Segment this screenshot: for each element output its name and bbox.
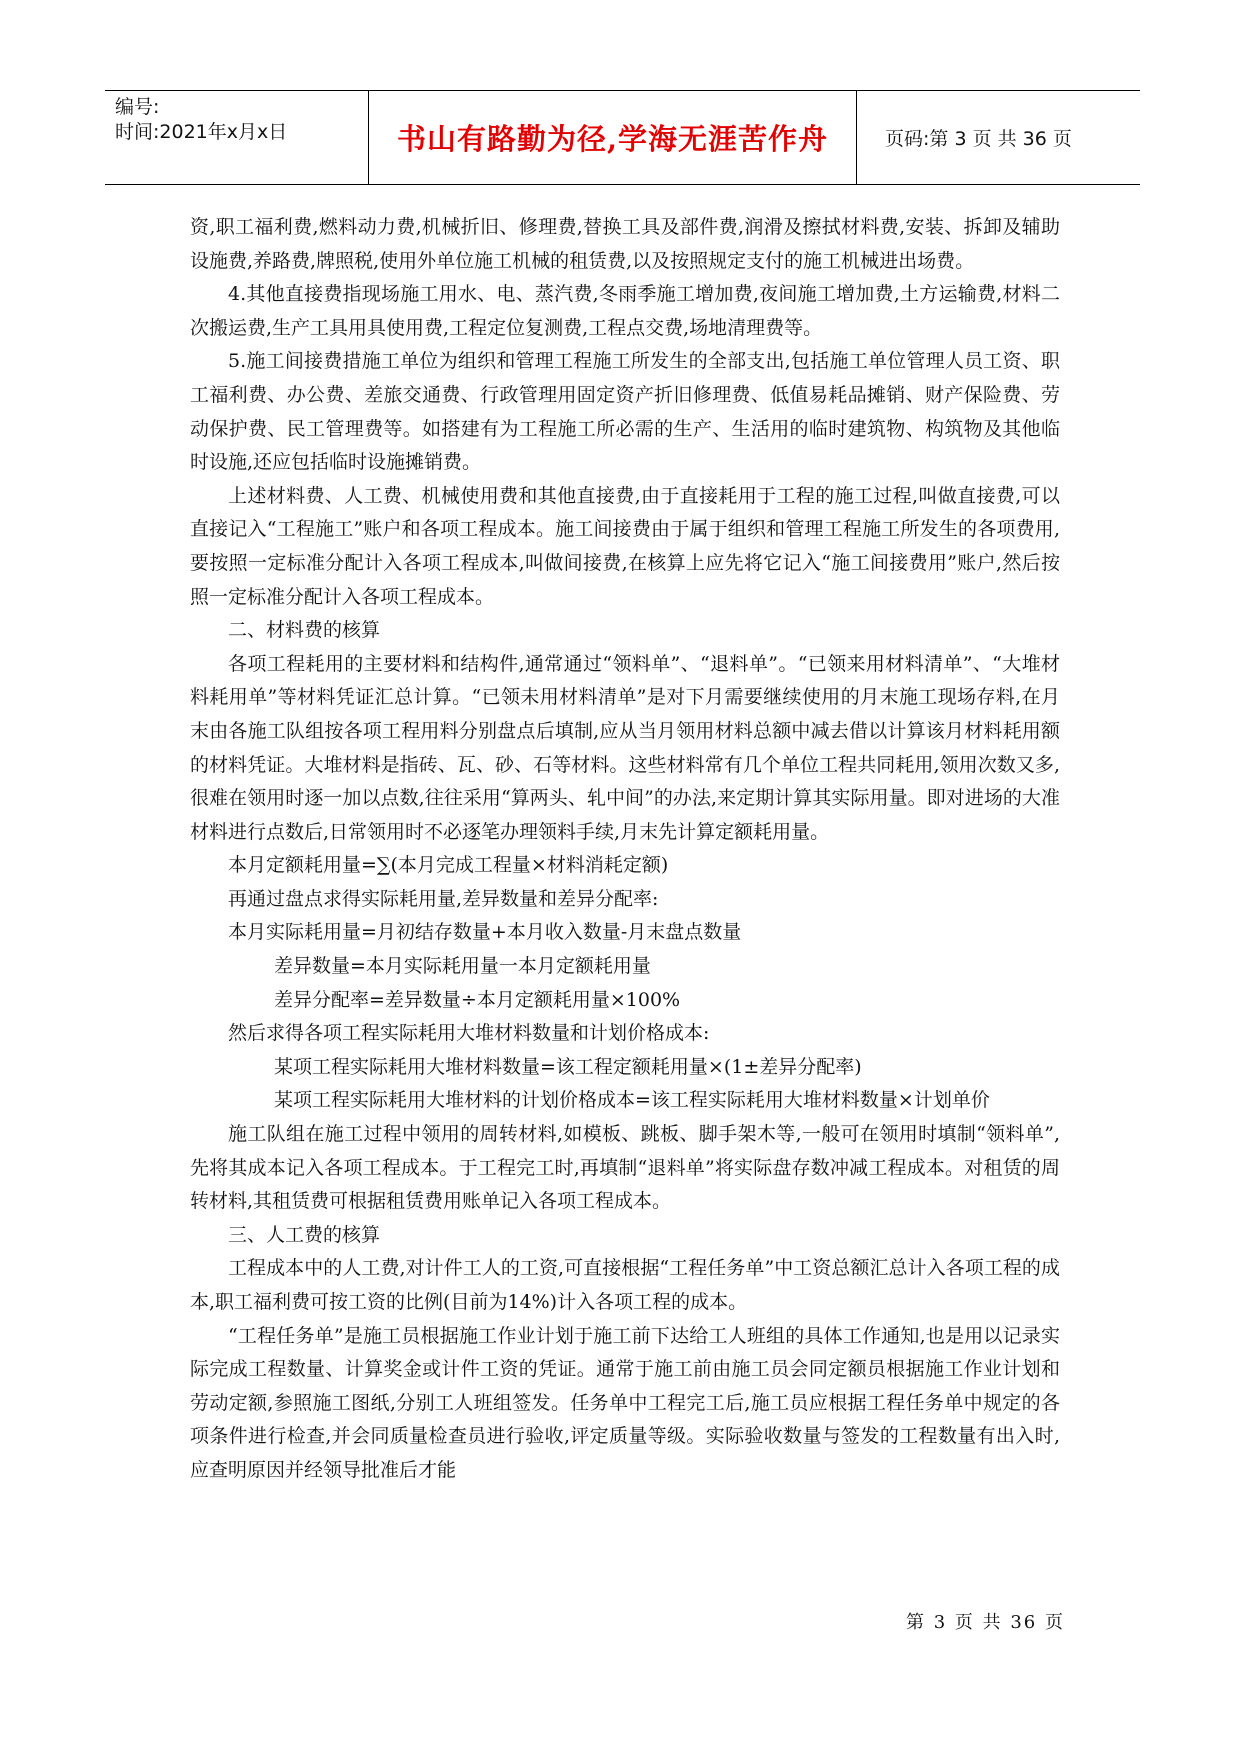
header-motto: 书山有路勤为径,学海无涯苦作舟 xyxy=(368,91,857,184)
paragraph: 工程成本中的人工费,对计件工人的工资,可直接根据“工程任务单”中工资总额汇总计入各项工程的成本,职工福利费可按工资的比例(目前为14%)计入各项工程的成本。 xyxy=(190,1257,1060,1313)
formula-line: 本月实际耗用量=月初结存数量+本月收入数量-月末盘点数量 xyxy=(228,921,742,944)
formula-line: 差异数量=本月实际耗用量一本月定额耗用量 xyxy=(274,955,651,978)
document-time-label: 时间:2021年x月x日 xyxy=(115,121,288,143)
paragraph: 再通过盘点求得实际耗用量,差异数量和差异分配率: xyxy=(228,887,659,910)
formula-line: 某项工程实际耗用大堆材料的计划价格成本=该工程实际耗用大堆材料数量×计划单价 xyxy=(274,1089,990,1112)
document-body xyxy=(190,211,1060,1488)
paragraph: 4.其他直接费指现场施工用水、电、蒸汽费,冬雨季施工增加费,夜间施工增加费,土方运输费,材料二次搬运费,生产工具用具使用费,工程定位复测费,工程点交费,场地清理费等。 xyxy=(190,283,1060,339)
section-heading: 三、人工费的核算 xyxy=(228,1223,381,1246)
page-footer: 第 3 页 共 36 页 xyxy=(906,1612,1065,1633)
paragraph: “工程任务单”是施工员根据施工作业计划于施工前下达给工人班组的具体工作通知,也是用以记录实际完成工程数量、计算奖金或计件工资的凭证。通常于施工前由施工员会同定额员根据施工作业计划和劳动定额,参照施工图纸,分别工人班组签发。任务单中工程完工后,施工员应根据工程任务单中规定的各项条件进行检查,并会同质量检查员进行验收,评定质量等级。实际验收数量与签发的工程数量有出入时,应查明原因并经领导批准后才能 xyxy=(190,1324,1060,1481)
paragraph: 各项工程耗用的主要材料和结构件,通常通过“领料单”、“退料单”。“已领来用材料清单”、“大堆材料耗用单”等材料凭证汇总计算。“已领未用材料清单”是对下月需要继续使用的月末施工现场存料,在月末由各施工队组按各项工程用料分别盘点后填制,应从当月领用材料总额中减去借以计算该月材料耗用额的材料凭证。大堆材料是指砖、瓦、砂、石等材料。这些材料常有几个单位工程共同耗用,领用次数又多,很难在领用时逐一加以点数,往往采用“算两头、轧中间”的办法,来定期计算其实际用量。即对进场的大准材料进行点数后,日常领用时不必逐笔办理领料手续,月末先计算定额耗用量。 xyxy=(190,652,1060,843)
paragraph: 5.施工间接费措施工单位为组织和管理工程施工所发生的全部支出,包括施工单位管理人员工资、职工福利费、办公费、差旅交通费、行政管理用固定资产折旧修理费、低值易耗品摊销、财产保险费、劳动保护费、民工管理费等。如搭建有为工程施工所必需的生产、生活用的临时建筑物、构筑物及其他临时设施,还应包括临时设施摊销费。 xyxy=(190,350,1060,474)
formula-line: 本月定额耗用量=∑(本月完成工程量×材料消耗定额) xyxy=(228,854,669,877)
paragraph: 然后求得各项工程实际耗用大堆材料数量和计划价格成本: xyxy=(228,1022,710,1045)
document-number-label: 编号: xyxy=(115,96,160,118)
paragraph: 资,职工福利费,燃料动力费,机械折旧、修理费,替换工具及部件费,润滑及擦拭材料费,安装、拆卸及辅助设施费,养路费,牌照税,使用外单位施工机械的租赁费,以及按照规定支付的施工机械进出场费。 xyxy=(190,216,1060,272)
header-page-label: 页码:第 3 页 共 36 页 xyxy=(885,128,1072,150)
section-heading: 二、材料费的核算 xyxy=(228,619,381,642)
header-meta xyxy=(115,91,365,188)
page-header xyxy=(105,90,1140,185)
formula-line: 差异分配率=差异数量÷本月定额耗用量×100% xyxy=(274,988,681,1011)
paragraph: 上述材料费、人工费、机械使用费和其他直接费,由于直接耗用于工程的施工过程,叫做直接费,可以直接记入“工程施工”账户和各项工程成本。施工间接费由于属于组织和管理工程施工所发生的各项费用,要按照一定标准分配计入各项工程成本,叫做间接费,在核算上应先将它记入“施工间接费用”账户,然后按照一定标准分配计入各项工程成本。 xyxy=(190,484,1060,608)
paragraph: 施工队组在施工过程中领用的周转材料,如模板、跳板、脚手架木等,一般可在领用时填制“领料单”,先将其成本记入各项工程成本。于工程完工时,再填制“退料单”将实际盘存数冲减工程成本。对租赁的周转材料,其租赁费可根据租赁费用账单记入各项工程成本。 xyxy=(190,1123,1060,1213)
formula-line: 某项工程实际耗用大堆材料数量=该工程定额耗用量×(1±差异分配率) xyxy=(274,1055,862,1078)
